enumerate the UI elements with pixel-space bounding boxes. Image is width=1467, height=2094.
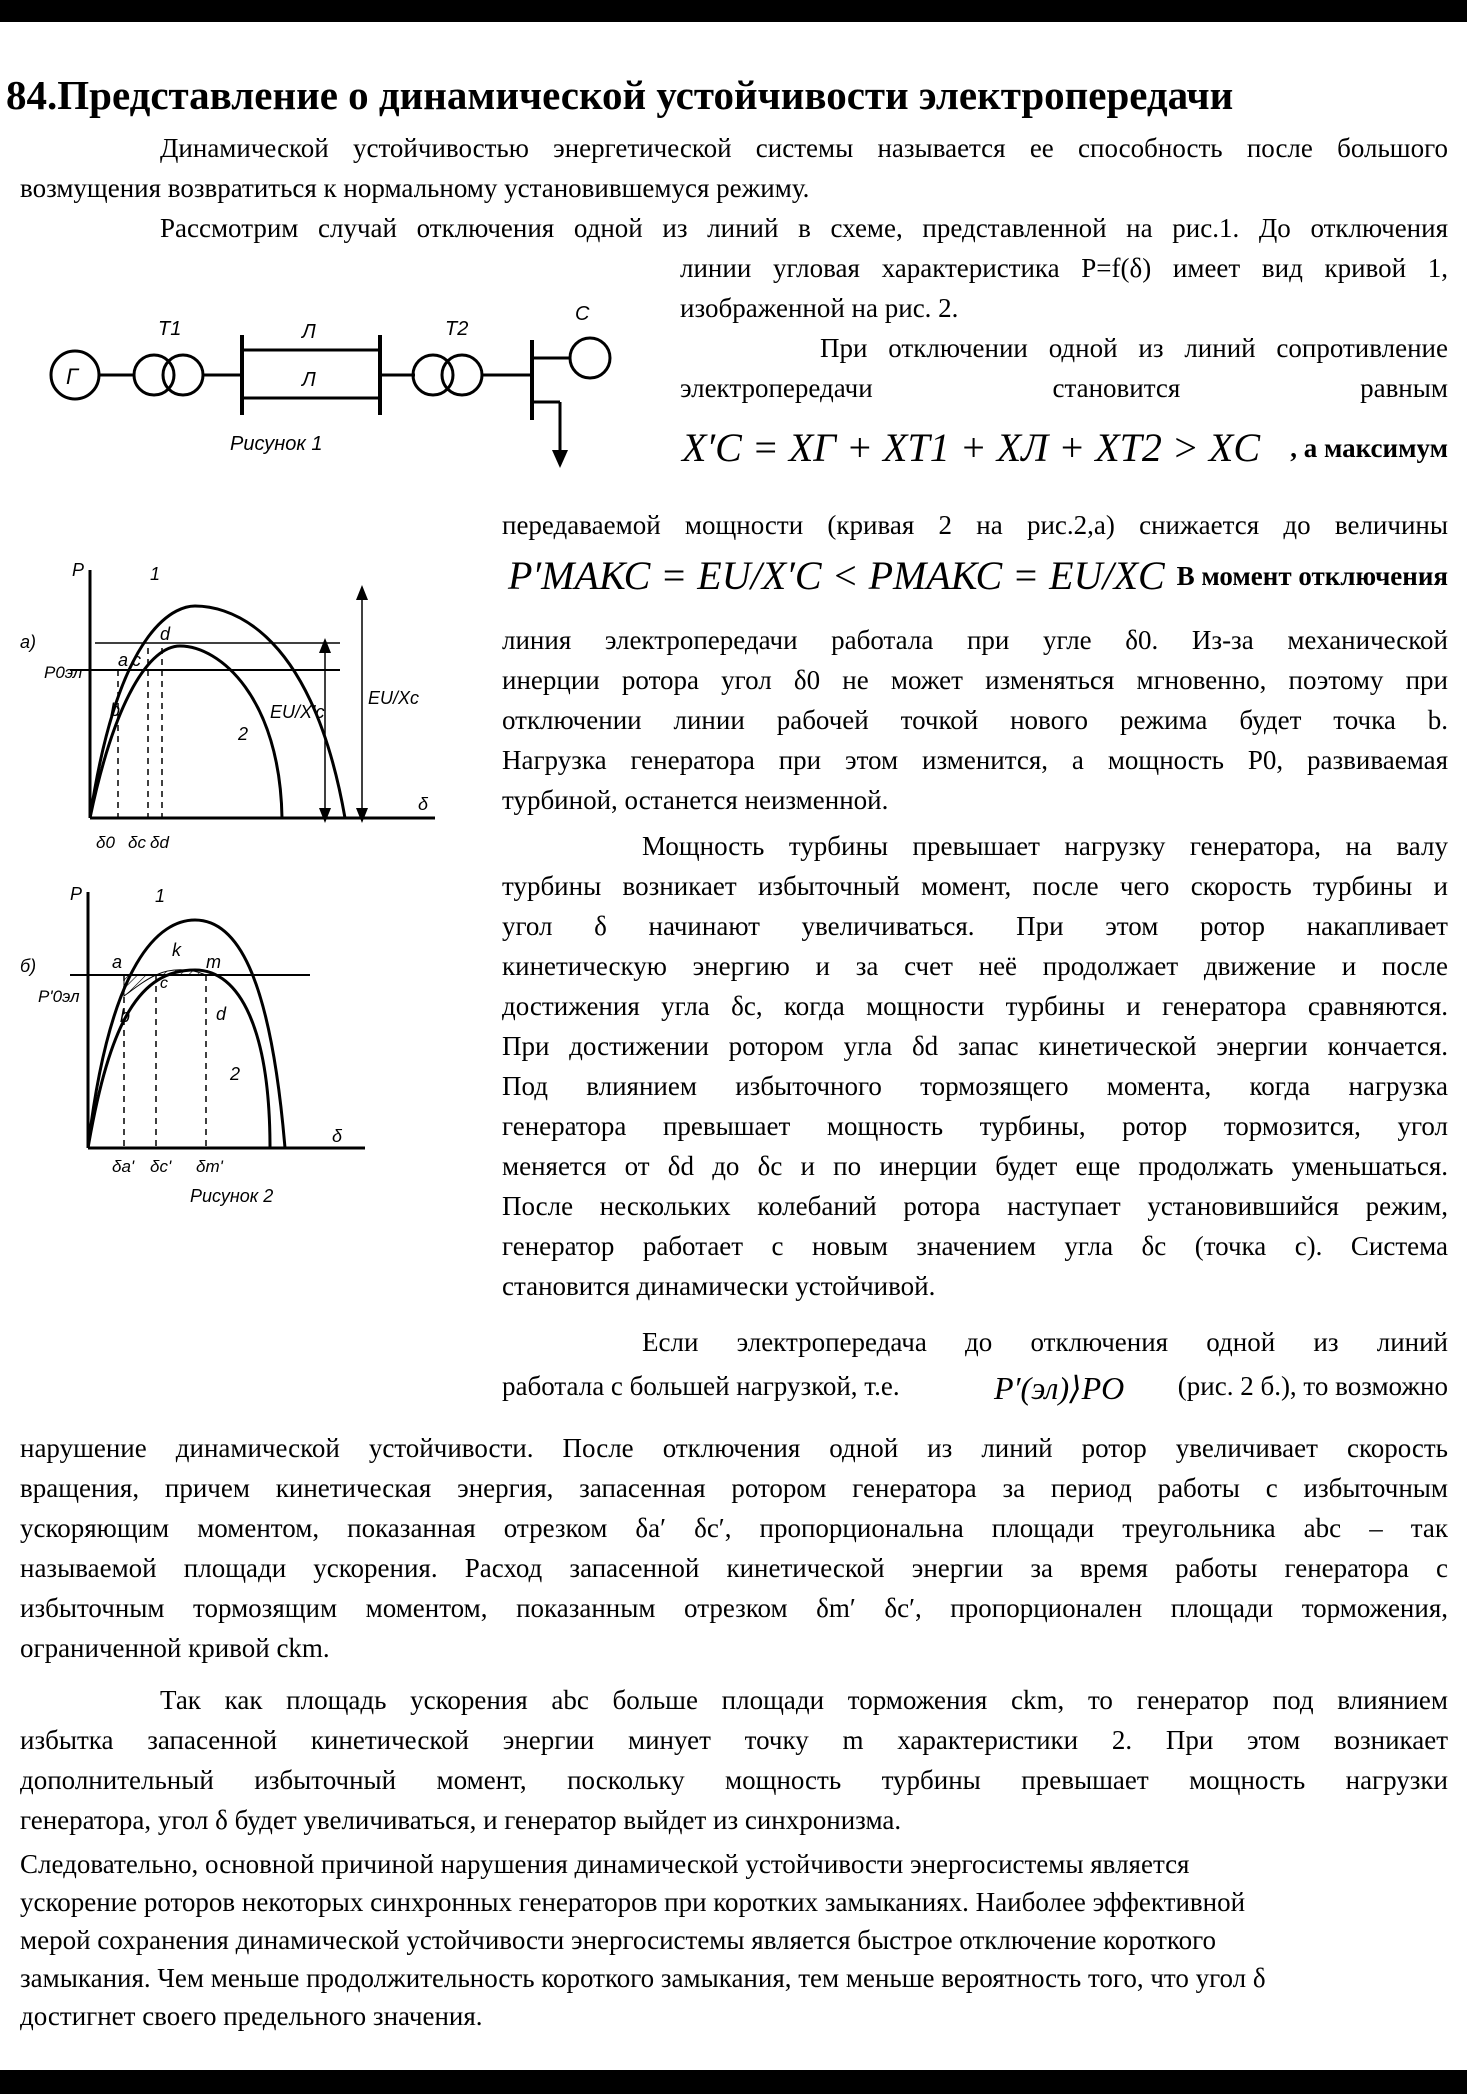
label-panel-a: а) [20,632,37,652]
text-line: достижения угла δc, когда мощности турбины и генератора сравняются. [502,991,1448,1021]
paragraph-2-continued [502,505,1448,545]
top-scan-border [0,0,1467,22]
text-line: отключении линии рабочей точкой нового режима будет точка b. [502,705,1448,735]
label-b: b [120,1006,131,1026]
paragraph-6 [20,1845,1448,2035]
label-t2: T2 [445,318,469,340]
formula-text: X′C = XГ + XТ1 + XЛ + XТ2 > XC [682,425,1261,470]
label-delta-c: δc' [150,1157,172,1176]
paragraph-4-rest [20,1428,1448,1668]
label-eu-xc-prime: EU/X'c [270,702,325,722]
label-line-top: Л [302,321,316,343]
text-line: генератор работает с новым значением угла δc (точка c). Система [502,1231,1448,1261]
formula-reactance [682,424,1260,471]
label-c: c [132,650,141,670]
text-line: замыкания. Чем меньше продолжительность короткого замыкания, тем меньше вероятность того, что угол δ [20,1963,1266,1993]
label-generator: Г [66,364,78,389]
text-line: Мощность турбины превышает нагрузку генератора, на валу [642,831,1448,861]
text-line: становится динамически устойчивой. [502,1271,936,1301]
text-line: меняется от δd до δc и по инерции будет еще продолжать уменьшаться. [502,1151,1448,1181]
text-line: инерции ротора угол δ0 не может изменяться мгновенно, поэтому при [502,665,1448,695]
label-m: m [206,952,221,972]
label-line-bottom: Л [302,369,316,391]
text-line: Рассмотрим случай отключения одной из линий в схеме, представленной на рис.1. До отключения [160,213,1448,243]
label-a: a [112,952,123,972]
text-line: ограниченной кривой ckm. [20,1633,330,1663]
label-delta-axis: δ [332,1126,343,1146]
text-line: Если электропередача до отключения одной из линий [642,1327,1448,1357]
bottom-scan-border [0,2070,1467,2094]
text-line: нарушение динамической устойчивости. После отключения одной из линий ротор увеличивает скорость [20,1433,1448,1463]
label-t1: T1 [158,318,182,340]
text-line: ускорение роторов некоторых синхронных генераторов при коротких замыканиях. Наиболее эффективной [20,1887,1246,1917]
text-line: При достижении ротором угла δd запас кинетической энергии кончается. [502,1031,1448,1061]
system-symbol [570,338,610,378]
text-line: кинетическую энергию и за счет неё продолжает движение и после [502,951,1448,981]
text-line: , а максимум [1290,433,1448,463]
text-line: генератора, угол δ будет увеличиваться, и генератор выйдет из синхронизма. [20,1805,902,1835]
text-line: работала с большей нагрузкой, т.е. [502,1371,900,1401]
text-line: достигнет своего предельного значения. [20,2001,483,2031]
text-line: ускоряющим моментом, показанная отрезком δa′ δc′, пропорциональна площади треугольника abc – так [20,1513,1448,1543]
paragraph-2-right-column [680,248,1448,408]
label-delta-axis: δ [418,794,429,814]
label-curve-1: 1 [155,886,166,906]
text-line: Динамической устойчивостью энергетической системы называется ее способность после большого [160,133,1448,163]
paragraph-2-end [502,620,1448,820]
label-delta0: δ0 [96,833,115,852]
paragraph-4-start [502,1322,1448,1362]
label-eu-xc: EU/Xc [368,688,420,708]
text-line: линия электропередачи работала при угле δ0. Из-за механической [502,625,1448,655]
arrow-down-1 [319,808,331,823]
text-line: Так как площадь ускорения abc больше площади торможения ckm, то генератор под влиянием [160,1685,1448,1715]
label-deltad: δd [150,833,169,852]
arrow-up-1 [319,638,331,653]
caption-figure-2: Рисунок 2 [190,1186,274,1206]
load-arrow [552,450,568,468]
label-b: b [110,700,121,720]
label-p-axis: P [70,884,83,904]
label-deltac: δc [128,833,146,852]
label-delta-m: δm' [196,1157,223,1176]
text-line: линии угловая характеристика P=f(δ) имеет вид кривой 1, [680,253,1448,283]
text-line: После нескольких колебаний ротора наступает установившийся режим, [502,1191,1448,1221]
label-c: c [160,975,168,992]
label-delta-a: δa' [112,1157,135,1176]
text-line: избытка запасенной кинетической энергии минует точку m характеристики 2. При этом возникает [20,1725,1448,1755]
text-line: турбины возникает избыточный момент, после чего скорость турбины и [502,871,1448,901]
label-curve-2: 2 [238,724,249,744]
text-line: избыточным тормозящим моментом, показанным отрезком δm′ δc′, пропорционален площади торможения, [20,1593,1448,1623]
arrow-up-2 [356,585,368,600]
transformer-t1-winding-2 [163,355,203,395]
caption-figure-1: Рисунок 1 [230,433,323,455]
curve-2 [88,970,270,1148]
text-line: Под влиянием избыточного тормозящего момента, когда нагрузка [502,1071,1448,1101]
text-line: возмущения возвратиться к нормальному установившемуся режиму. [20,173,810,203]
arrow-down-2 [356,808,368,823]
text-line: Нагрузка генератора при этом изменится, а мощность P0, развиваемая [502,745,1448,775]
formula-text: P′МАКС = EU/X′C < PМАКС = EU/XC [508,553,1165,598]
text-line: турбиной, останется неизменной. [502,785,889,815]
label-curve-1: 1 [150,564,161,584]
formula2-tail [1100,556,1448,596]
text-line: вращения, причем кинетическая энергия, запасенная ротором генератора за период работы с избыточным [20,1473,1448,1503]
paragraph-2-start [20,208,1448,248]
text-line: Следовательно, основной причиной нарушения динамической устойчивости энергосистемы является [20,1849,1190,1879]
text-line: электропередачи становится равным [680,373,1448,403]
text-line: генератора превышает мощность турбины, ротор тормозится, угол [502,1111,1448,1141]
text-line: При отключении одной из линий сопротивление [820,333,1448,363]
formula-power-max [508,552,1165,599]
text-line: дополнительный избыточный момент, поскольку мощность турбины превышает мощность нагрузки [20,1765,1448,1795]
text-line: передаваемой мощности (кривая 2 на рис.2,а) снижается до величины [502,510,1448,540]
paragraph-5 [20,1680,1448,1840]
label-panel-b: б) [20,956,37,976]
figure-1-circuit [40,290,640,475]
label-system: С [575,303,590,325]
text-line: (рис. 2 б.), то возможно [1177,1371,1448,1401]
figure-2b-chart [20,880,400,1210]
page-title: 84.Представление о динамической устойчивости электропередачи [6,72,1234,118]
label-p-axis: P [72,560,85,580]
curve-2 [90,646,282,818]
text-line: изображенной на рис. 2. [680,293,959,323]
label-k: k [172,940,181,960]
figure-2a-chart [20,548,460,860]
label-p0-prime: P'0эл [38,987,80,1006]
text-line: называемой площади ускорения. Расход запасенной кинетической энергии за время работы генератора с [20,1553,1448,1583]
text-line: мерой сохранения динамической устойчивости энергосистемы является быстрое отключение короткого [20,1925,1217,1955]
inline-formula: P′(эл)⟩PO [994,1370,1125,1406]
label-p0: P0эл [44,663,83,682]
text-line: В момент отключения [1176,561,1448,591]
formula-tail [1268,428,1448,468]
transformer-t2-winding-2 [442,355,482,395]
label-curve-2: 2 [230,1064,241,1084]
label-a: a [118,650,129,670]
label-d: d [216,1004,227,1024]
text-line: угол δ начинают увеличиваться. При этом ротор накапливает [502,911,1448,941]
paragraph-4-line2 [502,1362,1448,1410]
paragraph-3 [502,826,1448,1306]
label-d: d [160,624,171,644]
intro-paragraph [20,128,1448,208]
